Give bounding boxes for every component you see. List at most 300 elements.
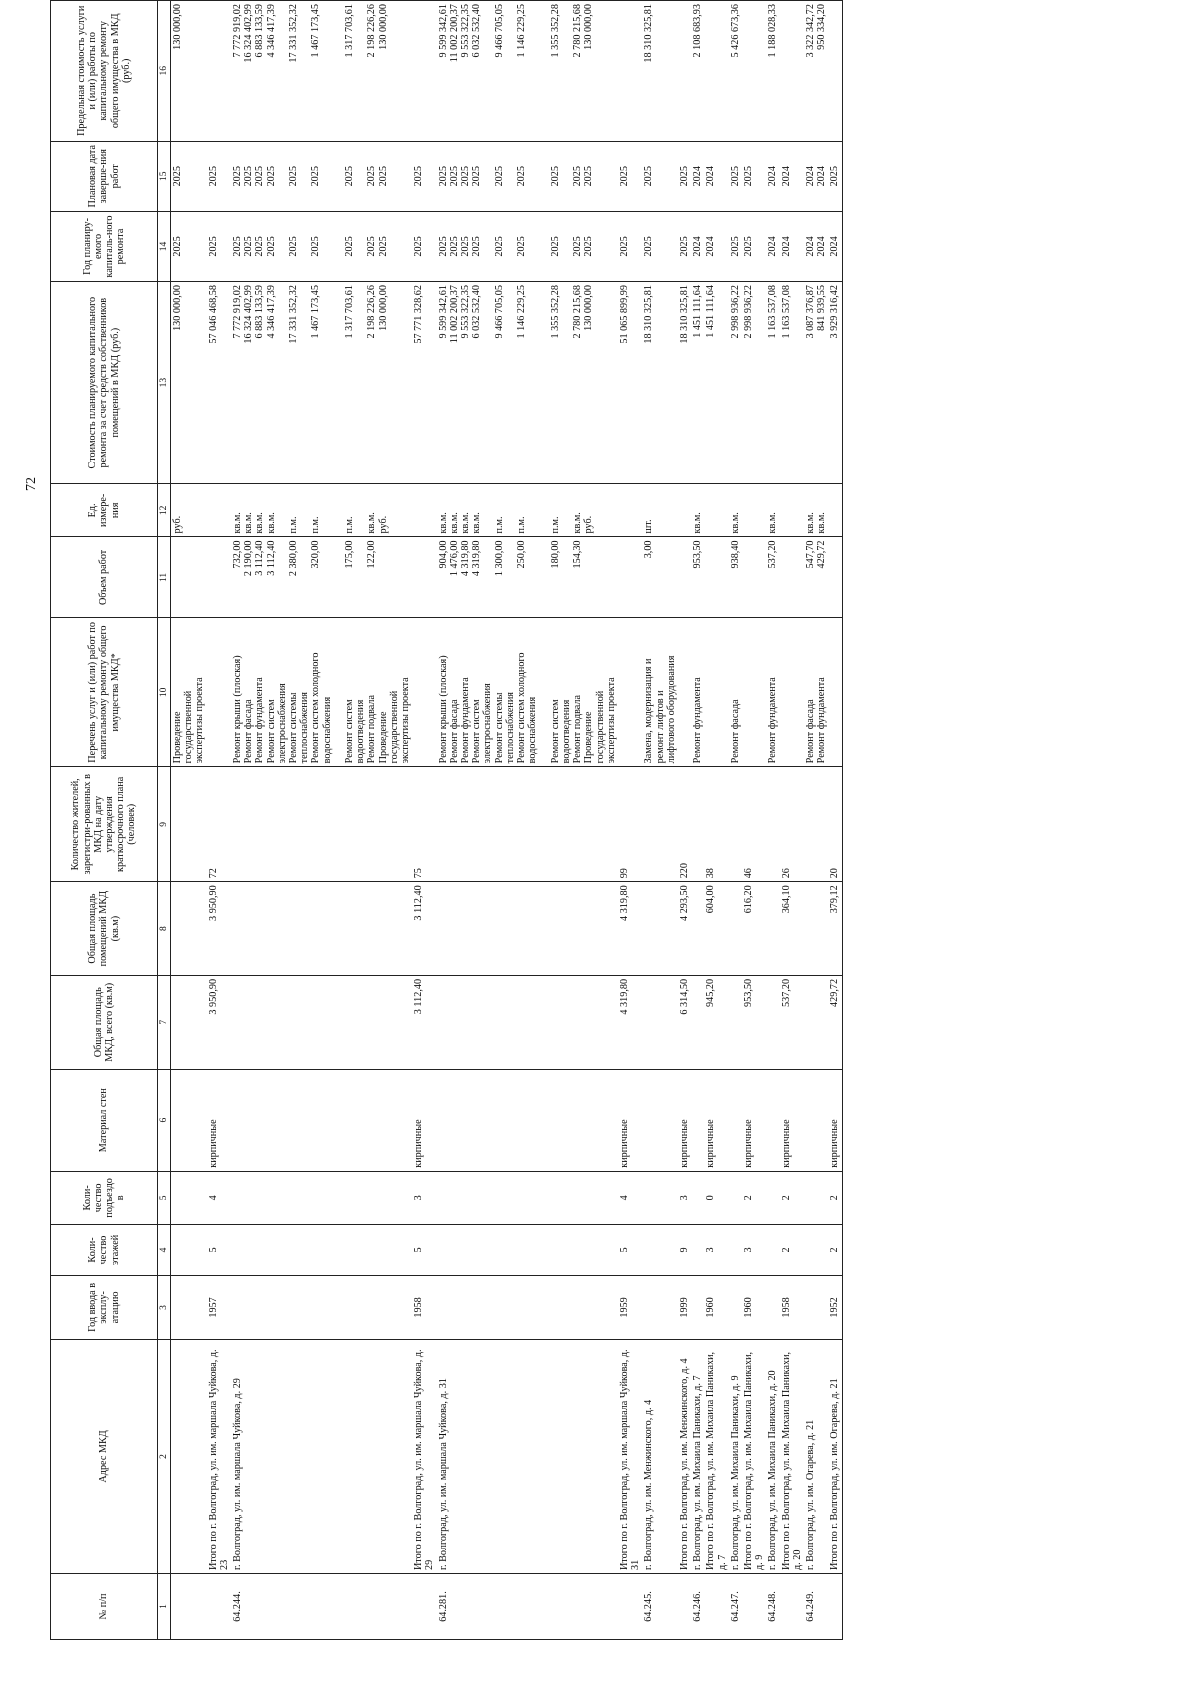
unit-cell <box>780 484 804 537</box>
cost-cell: 1 451 111,64 <box>704 282 728 484</box>
premises-area-cell: 3 112,40 <box>412 882 436 976</box>
table-row <box>618 1 642 1640</box>
unit-cell: кв.м. кв.м. кв.м. кв.м. п.м. п.м. п.м. кв.м. руб. <box>231 484 412 537</box>
total-area-cell: 953,50 <box>742 975 766 1069</box>
cost-cell: 57 771 328,62 <box>412 282 436 484</box>
residents-cell: 75 <box>412 767 436 882</box>
column-number: 5 <box>158 1171 171 1224</box>
residents-cell <box>766 767 779 882</box>
header-cell-floors: Коли-чество этажей <box>51 1224 158 1275</box>
premises-area-cell: 364,10 <box>780 882 804 976</box>
header-cell-completion-date: Плановая дата заверше-ния работ <box>51 141 158 211</box>
residents-cell <box>642 767 678 882</box>
limit-cost-cell <box>742 1 766 142</box>
limit-cost-cell: 18 310 325,81 <box>642 1 678 142</box>
completion-date-cell: 2024 <box>766 141 779 211</box>
volume-cell <box>828 537 842 618</box>
floors-cell: 3 <box>742 1224 766 1275</box>
column-number: 9 <box>158 767 171 882</box>
cost-cell: 7 772 919,02 16 324 402,99 6 883 133,59 4 346 417,39 17 331 352,32 1 467 173,45 1 317 703,61 2 198 226,26 130 000,00 <box>231 282 412 484</box>
volume-cell <box>742 537 766 618</box>
total-area-cell: 3 950,90 <box>207 975 231 1069</box>
works-cell: Ремонт крыши (плоская) Ремонт фасада Ремонт фундамента Ремонт систем электроснабжения Ремонт системы теплоснабжения Ремонт систем холодного водоснабжения Ремонт систем водоотведения Ремонт подвала Проведение государственной экспертизы проекта <box>231 618 412 767</box>
limit-cost-cell <box>618 1 642 142</box>
unit-cell <box>678 484 691 537</box>
volume-cell: 537,20 <box>766 537 779 618</box>
total-area-cell <box>642 975 678 1069</box>
cost-cell: 57 046 468,58 <box>207 282 231 484</box>
year-cell <box>171 1276 207 1340</box>
premises-area-cell: 3 950,90 <box>207 882 231 976</box>
residents-cell: 38 <box>704 767 728 882</box>
table-row <box>412 1 436 1640</box>
floors-cell <box>691 1224 704 1275</box>
wall-material-cell: кирпичные <box>828 1069 842 1171</box>
year-cell: 1958 <box>412 1276 436 1340</box>
row-number-cell: 64.246. <box>691 1574 704 1640</box>
works-cell <box>618 618 642 767</box>
residents-cell: 220 <box>678 767 691 882</box>
row-number-cell <box>704 1574 728 1640</box>
volume-cell: 953,50 <box>691 537 704 618</box>
floors-cell <box>804 1224 828 1275</box>
table-row <box>780 1 804 1640</box>
row-number-cell: 64.245. <box>642 1574 678 1640</box>
total-area-cell <box>729 975 742 1069</box>
address-cell: г. Волгоград, ул. им. Михаила Паникахи, д. 9 <box>729 1339 742 1573</box>
volume-cell: 904,00 1 476,00 4 319,80 4 319,80 1 300,00 250,00 180,00 154,30 <box>437 537 618 618</box>
cost-cell: 1 163 537,08 <box>780 282 804 484</box>
unit-cell: шт. <box>642 484 678 537</box>
total-area-cell <box>691 975 704 1069</box>
repair-year-cell: 2024 <box>766 211 779 281</box>
year-cell <box>766 1276 779 1340</box>
year-cell <box>804 1276 828 1340</box>
entrances-cell: 3 <box>678 1171 691 1224</box>
works-cell <box>780 618 804 767</box>
column-number: 12 <box>158 484 171 537</box>
premises-area-cell: 616,20 <box>742 882 766 976</box>
row-number-cell <box>780 1574 804 1640</box>
cost-cell: 2 998 936,22 <box>742 282 766 484</box>
completion-date-cell: 2025 <box>618 141 642 211</box>
premises-area-cell <box>231 882 412 976</box>
header-cell-wall-material: Материал стен <box>51 1069 158 1171</box>
repair-year-cell: 2025 2025 2025 2025 2025 2025 2025 2025 2025 <box>437 211 618 281</box>
limit-cost-cell <box>780 1 804 142</box>
total-area-cell <box>171 975 207 1069</box>
floors-cell <box>766 1224 779 1275</box>
cost-cell: 1 163 537,08 <box>766 282 779 484</box>
limit-cost-cell: 9 599 342,61 11 002 200,37 9 553 322,35 6 032 532,40 9 466 705,05 1 146 229,25 1 355 352,28 2 780 215,68 130 000,00 <box>437 1 618 142</box>
year-cell <box>729 1276 742 1340</box>
cost-cell: 18 310 325,81 <box>678 282 691 484</box>
column-number: 6 <box>158 1069 171 1171</box>
residents-cell <box>171 767 207 882</box>
header-cell-volume: Объем работ <box>51 537 158 618</box>
address-cell: Итого по г. Волгоград, ул. им. Огарева, д. 21 <box>828 1339 842 1573</box>
address-cell: г. Волгоград, ул. им. Михаила Паникахи, д. 7 <box>691 1339 704 1573</box>
table-row <box>678 1 691 1640</box>
completion-date-cell: 2025 <box>207 141 231 211</box>
address-cell: г. Волгоград, ул. им. маршала Чуйкова, д. 31 <box>437 1339 618 1573</box>
total-area-cell <box>766 975 779 1069</box>
entrances-cell <box>642 1171 678 1224</box>
address-cell: Итого по г. Волгоград, ул. им. маршала Чуйкова, д. 31 <box>618 1339 642 1573</box>
volume-cell: 547,70 429,72 <box>804 537 828 618</box>
year-cell: 1957 <box>207 1276 231 1340</box>
cost-cell: 9 599 342,61 11 002 200,37 9 553 322,35 6 032 532,40 9 466 705,05 1 146 229,25 1 355 352,28 2 780 215,68 130 000,00 <box>437 282 618 484</box>
works-cell: Ремонт фундамента <box>691 618 704 767</box>
volume-cell: 3,00 <box>642 537 678 618</box>
header-cell-total-area: Общая площадь МКД, всего (кв.м) <box>51 975 158 1069</box>
entrances-cell <box>804 1171 828 1224</box>
address-cell: Итого по г. Волгоград, ул. им. маршала Чуйкова, д. 29 <box>412 1339 436 1573</box>
row-number-cell: 64.247. <box>729 1574 742 1640</box>
row-number-cell <box>207 1574 231 1640</box>
repair-year-cell: 2025 <box>642 211 678 281</box>
volume-cell <box>780 537 804 618</box>
completion-date-cell: 2025 2025 2025 2025 2025 2025 2025 2025 2025 <box>231 141 412 211</box>
row-number-cell <box>678 1574 691 1640</box>
limit-cost-cell <box>828 1 842 142</box>
wall-material-cell: кирпичные <box>678 1069 691 1171</box>
repair-plan-table <box>50 0 843 1640</box>
wall-material-cell: кирпичные <box>742 1069 766 1171</box>
address-cell: Итого по г. Волгоград, ул. им. маршала Чуйкова, д. 23 <box>207 1339 231 1573</box>
volume-cell: 732,00 2 190,00 3 112,40 3 112,40 2 380,00 320,00 175,00 122,00 <box>231 537 412 618</box>
entrances-cell: 2 <box>742 1171 766 1224</box>
entrances-cell: 2 <box>828 1171 842 1224</box>
floors-cell: 9 <box>678 1224 691 1275</box>
building-row <box>437 1 618 1640</box>
unit-cell: кв.м. <box>729 484 742 537</box>
row-number-cell <box>171 1574 207 1640</box>
works-cell: Замена, модернизация и ремонт лифтов и лифтового оборудования <box>642 618 678 767</box>
repair-year-cell: 2025 <box>618 211 642 281</box>
building-row <box>729 1 742 1640</box>
row-number-cell: 64.249. <box>804 1574 828 1640</box>
floors-cell <box>729 1224 742 1275</box>
building-row <box>691 1 704 1640</box>
column-number: 14 <box>158 211 171 281</box>
year-cell: 1952 <box>828 1276 842 1340</box>
completion-date-cell: 2025 <box>171 141 207 211</box>
header-row <box>51 1 158 1640</box>
wall-material-cell: кирпичные <box>780 1069 804 1171</box>
year-cell <box>642 1276 678 1340</box>
residents-cell: 46 <box>742 767 766 882</box>
row-number-cell <box>618 1574 642 1640</box>
repair-year-cell: 2025 <box>742 211 766 281</box>
row-number-cell <box>412 1574 436 1640</box>
table-row <box>171 1 207 1640</box>
table-row <box>742 1 766 1640</box>
works-cell <box>412 618 436 767</box>
wall-material-cell <box>766 1069 779 1171</box>
page-number: 72 <box>24 477 39 491</box>
repair-year-cell: 2025 <box>729 211 742 281</box>
limit-cost-cell: 3 322 342,72 950 334,20 <box>804 1 828 142</box>
entrances-cell: 4 <box>207 1171 231 1224</box>
volume-cell <box>412 537 436 618</box>
floors-cell: 5 <box>618 1224 642 1275</box>
repair-year-cell: 2024 <box>691 211 704 281</box>
year-cell: 1960 <box>704 1276 728 1340</box>
premises-area-cell: 379,12 <box>828 882 842 976</box>
total-area-cell: 537,20 <box>780 975 804 1069</box>
column-number: 1 <box>158 1574 171 1640</box>
repair-year-cell: 2025 <box>207 211 231 281</box>
premises-area-cell <box>171 882 207 976</box>
entrances-cell <box>766 1171 779 1224</box>
volume-cell <box>678 537 691 618</box>
premises-area-cell: 4 293,50 <box>678 882 691 976</box>
wall-material-cell: кирпичные <box>412 1069 436 1171</box>
works-cell: Ремонт фундамента <box>766 618 779 767</box>
limit-cost-cell: 2 108 683,93 <box>691 1 704 142</box>
limit-cost-cell <box>678 1 691 142</box>
volume-cell <box>171 537 207 618</box>
repair-year-cell: 2025 <box>412 211 436 281</box>
table-row <box>207 1 231 1640</box>
unit-cell <box>828 484 842 537</box>
limit-cost-cell <box>207 1 231 142</box>
total-area-cell <box>804 975 828 1069</box>
volume-cell <box>618 537 642 618</box>
total-area-cell: 3 112,40 <box>412 975 436 1069</box>
entrances-cell <box>691 1171 704 1224</box>
building-row <box>642 1 678 1640</box>
limit-cost-cell: 130 000,00 <box>171 1 207 142</box>
header-cell-unit: Ед. измере-ния <box>51 484 158 537</box>
column-number: 16 <box>158 1 171 142</box>
cost-cell: 1 451 111,64 <box>691 282 704 484</box>
premises-area-cell <box>804 882 828 976</box>
total-area-cell: 429,72 <box>828 975 842 1069</box>
row-number-cell <box>828 1574 842 1640</box>
repair-year-cell: 2024 <box>828 211 842 281</box>
entrances-cell <box>171 1171 207 1224</box>
residents-cell: 99 <box>618 767 642 882</box>
building-row <box>804 1 828 1640</box>
repair-year-cell: 2025 <box>171 211 207 281</box>
volume-cell: 938,40 <box>729 537 742 618</box>
table-row <box>704 1 728 1640</box>
total-area-cell <box>231 975 412 1069</box>
year-cell <box>437 1276 618 1340</box>
works-cell <box>207 618 231 767</box>
floors-cell: 5 <box>412 1224 436 1275</box>
column-number: 15 <box>158 141 171 211</box>
cost-cell: 51 065 899,99 <box>618 282 642 484</box>
column-number: 13 <box>158 282 171 484</box>
premises-area-cell: 604,00 <box>704 882 728 976</box>
floors-cell: 3 <box>704 1224 728 1275</box>
address-cell: Итого по г. Волгоград, ул. им. Менжинского, д. 4 <box>678 1339 691 1573</box>
wall-material-cell <box>729 1069 742 1171</box>
year-cell <box>231 1276 412 1340</box>
limit-cost-cell <box>412 1 436 142</box>
cost-cell: 3 087 376,87 841 939,55 <box>804 282 828 484</box>
floors-cell: 2 <box>828 1224 842 1275</box>
limit-cost-cell: 7 772 919,02 16 324 402,99 6 883 133,59 4 346 417,39 17 331 352,32 1 467 173,45 1 317 703,61 2 198 226,26 130 000,00 <box>231 1 412 142</box>
header-cell-address: Адрес МКД <box>51 1339 158 1573</box>
unit-cell: кв.м. <box>766 484 779 537</box>
entrances-cell: 4 <box>618 1171 642 1224</box>
year-cell: 1999 <box>678 1276 691 1340</box>
premises-area-cell <box>437 882 618 976</box>
unit-cell: кв.м. кв.м. кв.м. кв.м. п.м. п.м. п.м. кв.м. руб. <box>437 484 618 537</box>
floors-cell: 2 <box>780 1224 804 1275</box>
unit-cell: кв.м. <box>691 484 704 537</box>
premises-area-cell <box>691 882 704 976</box>
premises-area-cell <box>766 882 779 976</box>
residents-cell <box>729 767 742 882</box>
column-number: 7 <box>158 975 171 1069</box>
completion-date-cell: 2025 <box>678 141 691 211</box>
premises-area-cell <box>642 882 678 976</box>
address-cell: Итого по г. Волгоград, ул. им. Михаила Паникахи, д. 7 <box>704 1339 728 1573</box>
works-cell <box>704 618 728 767</box>
building-row <box>231 1 412 1640</box>
header-cell-num: № п/п <box>51 1574 158 1640</box>
works-cell: Ремонт фасада <box>729 618 742 767</box>
limit-cost-cell: 5 426 673,36 <box>729 1 742 142</box>
year-cell: 1958 <box>780 1276 804 1340</box>
floors-cell <box>437 1224 618 1275</box>
works-cell <box>678 618 691 767</box>
unit-cell <box>412 484 436 537</box>
wall-material-cell: кирпичные <box>207 1069 231 1171</box>
completion-date-cell: 2025 <box>412 141 436 211</box>
building-row <box>766 1 779 1640</box>
table-row <box>828 1 842 1640</box>
cost-cell: 2 998 936,22 <box>729 282 742 484</box>
works-cell: Проведение государственной экспертизы проекта <box>171 618 207 767</box>
unit-cell <box>207 484 231 537</box>
works-cell <box>742 618 766 767</box>
total-area-cell: 6 314,50 <box>678 975 691 1069</box>
row-number-cell: 64.244. <box>231 1574 412 1640</box>
repair-year-cell: 2024 <box>704 211 728 281</box>
address-cell: г. Волгоград, ул. им. Огарева, д. 21 <box>804 1339 828 1573</box>
total-area-cell <box>437 975 618 1069</box>
header-cell-year: Год ввода в эксплу-атацию <box>51 1276 158 1340</box>
volume-cell <box>207 537 231 618</box>
entrances-cell: 0 <box>704 1171 728 1224</box>
column-number: 11 <box>158 537 171 618</box>
limit-cost-cell <box>704 1 728 142</box>
header-cell-premises-area: Общая площадь помещений МКД (кв.м) <box>51 882 158 976</box>
column-number: 3 <box>158 1276 171 1340</box>
cost-cell: 3 929 316,42 <box>828 282 842 484</box>
residents-cell: 72 <box>207 767 231 882</box>
volume-cell <box>704 537 728 618</box>
wall-material-cell <box>437 1069 618 1171</box>
address-cell <box>171 1339 207 1573</box>
cost-cell: 18 310 325,81 <box>642 282 678 484</box>
row-number-cell: 64.248. <box>766 1574 779 1640</box>
row-number-cell: 64.281. <box>437 1574 618 1640</box>
repair-year-cell: 2025 2025 2025 2025 2025 2025 2025 2025 2025 <box>231 211 412 281</box>
residents-cell <box>691 767 704 882</box>
repair-year-cell: 2024 <box>780 211 804 281</box>
header-cell-works: Перечень услуг и (или) работ по капитальному ремонту общего имущества МКД* <box>51 618 158 767</box>
completion-date-cell: 2024 <box>704 141 728 211</box>
column-number: 4 <box>158 1224 171 1275</box>
header-cell-repair-year: Год планиру-емого капиталь-ного ремонта <box>51 211 158 281</box>
works-cell: Ремонт фасада Ремонт фундамента <box>804 618 828 767</box>
address-cell: Итого по г. Волгоград, ул. им. Михаила Паникахи, д. 20 <box>780 1339 804 1573</box>
floors-cell <box>642 1224 678 1275</box>
completion-date-cell: 2025 2025 2025 2025 2025 2025 2025 2025 2025 <box>437 141 618 211</box>
wall-material-cell <box>804 1069 828 1171</box>
wall-material-cell: кирпичные <box>618 1069 642 1171</box>
address-cell: Итого по г. Волгоград, ул. им. Михаила Паникахи, д. 9 <box>742 1339 766 1573</box>
wall-material-cell <box>231 1069 412 1171</box>
works-cell: Ремонт крыши (плоская) Ремонт фасада Ремонт фундамента Ремонт систем электроснабжения Ремонт системы теплоснабжения Ремонт систем холодного водоснабжения Ремонт систем водоотведения Ремонт подвала Проведение государственной экспертизы проекта <box>437 618 618 767</box>
floors-cell <box>231 1224 412 1275</box>
residents-cell <box>804 767 828 882</box>
entrances-cell <box>231 1171 412 1224</box>
table-body <box>171 1 843 1640</box>
column-number-row <box>158 1 171 1640</box>
total-area-cell: 4 319,80 <box>618 975 642 1069</box>
header-cell-cost: Стоимость планируемого капитального ремонта за счет средств собственников помещений в МКД (руб.) <box>51 282 158 484</box>
header-cell-entrances: Коли-чество подъездо в <box>51 1171 158 1224</box>
residents-cell: 26 <box>780 767 804 882</box>
residents-cell <box>437 767 618 882</box>
year-cell <box>691 1276 704 1340</box>
repair-year-cell: 2024 2024 <box>804 211 828 281</box>
unit-cell <box>704 484 728 537</box>
year-cell: 1960 <box>742 1276 766 1340</box>
limit-cost-cell: 1 188 028,33 <box>766 1 779 142</box>
works-cell <box>828 618 842 767</box>
wall-material-cell: кирпичные <box>704 1069 728 1171</box>
header-cell-residents: Количество жителей, зарегистри-рованных в МКД на дату утверждения краткосрочного плана (человек) <box>51 767 158 882</box>
column-number: 8 <box>158 882 171 976</box>
floors-cell <box>171 1224 207 1275</box>
wall-material-cell <box>691 1069 704 1171</box>
entrances-cell <box>729 1171 742 1224</box>
unit-cell: кв.м. кв.м. <box>804 484 828 537</box>
completion-date-cell: 2025 <box>828 141 842 211</box>
wall-material-cell <box>642 1069 678 1171</box>
entrances-cell <box>437 1171 618 1224</box>
year-cell: 1959 <box>618 1276 642 1340</box>
wall-material-cell <box>171 1069 207 1171</box>
column-number: 2 <box>158 1339 171 1573</box>
column-number: 10 <box>158 618 171 767</box>
completion-date-cell: 2025 <box>729 141 742 211</box>
address-cell: г. Волгоград, ул. им. Менжинского, д. 4 <box>642 1339 678 1573</box>
completion-date-cell: 2024 <box>780 141 804 211</box>
completion-date-cell: 2024 <box>691 141 704 211</box>
entrances-cell: 3 <box>412 1171 436 1224</box>
rotated-table-container <box>50 0 1200 1640</box>
unit-cell <box>742 484 766 537</box>
unit-cell: руб. <box>171 484 207 537</box>
address-cell: г. Волгоград, ул. им. маршала Чуйкова, д. 29 <box>231 1339 412 1573</box>
completion-date-cell: 2025 <box>642 141 678 211</box>
cost-cell: 130 000,00 <box>171 282 207 484</box>
residents-cell: 20 <box>828 767 842 882</box>
row-number-cell <box>742 1574 766 1640</box>
completion-date-cell: 2024 2024 <box>804 141 828 211</box>
completion-date-cell: 2025 <box>742 141 766 211</box>
